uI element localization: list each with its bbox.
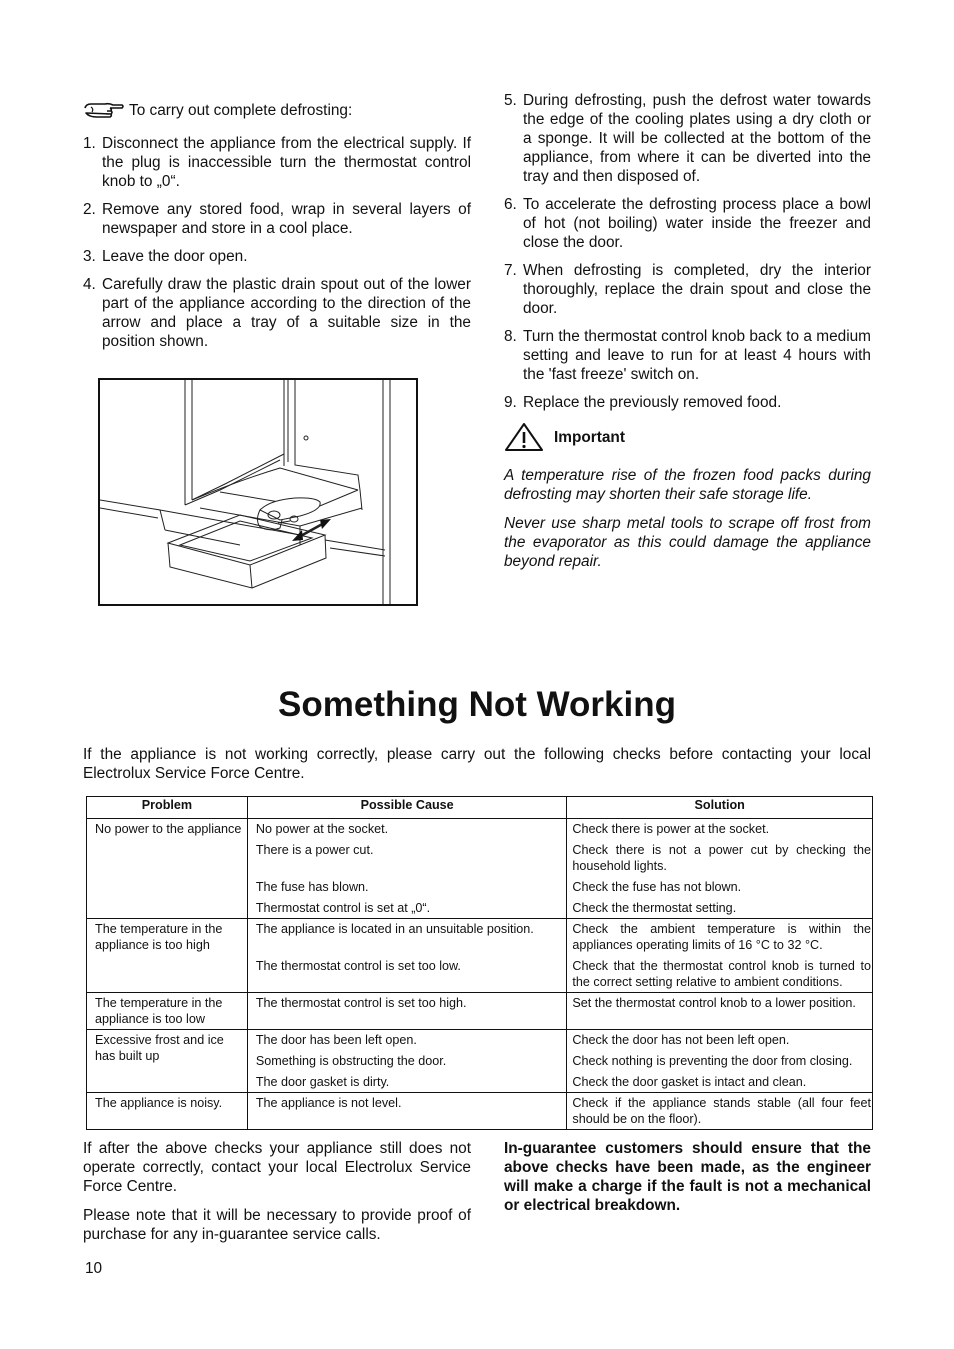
cause-cell bbox=[247, 1093, 567, 1130]
cause-cell bbox=[247, 1030, 567, 1093]
problem-cell: The appliance is noisy. bbox=[87, 1093, 248, 1130]
defrost-steps-left bbox=[83, 134, 471, 351]
cause-cell bbox=[247, 819, 567, 919]
troubleshooting-intro: If the appliance is not working correctly, please carry out the following checks before contacting your local Electrolux Service Force Centre. bbox=[83, 746, 871, 782]
section-title: Something Not Working bbox=[278, 685, 676, 724]
warning-sharp-tools: Never use sharp metal tools to scrape off frost from the evaporator as this could damage the appliance beyond repair. bbox=[504, 515, 871, 570]
solution-line: Check the door has not been left open. bbox=[572, 1033, 790, 1047]
solution-cell bbox=[567, 1093, 873, 1130]
defrost-intro-text: To carry out complete defrosting: bbox=[129, 101, 353, 119]
solution-cell bbox=[567, 1030, 873, 1093]
after-checks-text: If after the above checks your appliance still does not operate correctly, contact your local Electrolux Service Force Centre. bbox=[83, 1140, 471, 1195]
guarantee-note: In-guarantee customers should ensure that the above checks have been made, as the engineer will make a charge if the fault is not a mechanical or electrical breakdown. bbox=[504, 1140, 871, 1214]
list-item: 7. When defrosting is completed, dry the interior thoroughly, replace the drain spout and close the door. bbox=[504, 262, 871, 317]
solution-line: Check nothing is preventing the door from closing. bbox=[572, 1054, 853, 1068]
list-item: 6. To accelerate the defrosting process place a bowl of hot (not boiling) water inside the freezer and close the door. bbox=[504, 196, 871, 251]
cause-line: The door has been left open. bbox=[255, 1033, 417, 1047]
cause-line: Something is obstructing the door. bbox=[255, 1054, 447, 1068]
cause-line: The fuse has blown. bbox=[255, 880, 369, 894]
list-item: 8. Turn the thermostat control knob back to a medium setting and leave to run for at least 4 hours with the 'fast freeze' switch on. bbox=[504, 328, 871, 383]
defrost-left-column bbox=[83, 100, 471, 360]
list-item: 9. Replace the previously removed food. bbox=[504, 394, 782, 411]
solution-cell bbox=[567, 919, 873, 993]
cause-cell bbox=[247, 993, 567, 1030]
contact-notes bbox=[83, 1139, 471, 1254]
problem-cell: The temperature in the appliance is too low bbox=[87, 993, 248, 1030]
solution-line: Check the door gasket is intact and clean. bbox=[572, 1075, 807, 1089]
troubleshooting-table bbox=[86, 796, 873, 1130]
freezer-drain-drawing bbox=[100, 380, 416, 604]
column-header-cause: Possible Cause bbox=[247, 797, 567, 819]
cause-line: There is a power cut. bbox=[255, 843, 374, 857]
solution-cell bbox=[567, 993, 873, 1030]
proof-of-purchase-text: Please note that it will be necessary to provide proof of purchase for any in-guarantee service calls. bbox=[83, 1207, 471, 1243]
problem-cell: No power to the appliance bbox=[87, 819, 248, 919]
cause-line: The appliance is located in an unsuitable position. bbox=[255, 922, 534, 936]
important-heading bbox=[504, 422, 871, 452]
column-header-solution: Solution bbox=[567, 797, 873, 819]
solution-line: Check the ambient temperature is within the appliances operating limits of 16 °C to 32 °C. bbox=[572, 922, 871, 952]
cause-line: The thermostat control is set too low. bbox=[255, 959, 461, 973]
cause-line: The door gasket is dirty. bbox=[255, 1075, 390, 1089]
solution-cell bbox=[567, 819, 873, 919]
solution-line: Check there is not a power cut by checking the household lights. bbox=[572, 843, 871, 873]
solution-line: Set the thermostat control knob to a lower position. bbox=[572, 996, 856, 1010]
table-row bbox=[87, 819, 873, 919]
cause-line: No power at the socket. bbox=[255, 822, 389, 836]
important-label: Important bbox=[554, 428, 625, 446]
solution-line: Check that the thermostat control knob is turned to the correct setting relative to ambient conditions. bbox=[572, 959, 871, 989]
table-row bbox=[87, 993, 873, 1030]
table-row bbox=[87, 1093, 873, 1130]
list-item: 4. Carefully draw the plastic drain spout out of the lower part of the appliance according to the direction of the arrow and place a tray of a suitable size in the position shown. bbox=[83, 276, 471, 350]
solution-line: Check there is power at the socket. bbox=[572, 822, 770, 836]
defrost-steps-right bbox=[504, 91, 871, 412]
problem-cell: The temperature in the appliance is too high bbox=[87, 919, 248, 993]
warning-triangle-icon bbox=[504, 422, 544, 452]
warning-storage-life: A temperature rise of the frozen food packs during defrosting may shorten their safe storage life. bbox=[504, 467, 871, 503]
defrost-intro bbox=[83, 100, 471, 120]
pointing-hand-icon bbox=[83, 100, 125, 120]
solution-line: Check the thermostat setting. bbox=[572, 901, 737, 915]
cause-line: The thermostat control is set too high. bbox=[255, 996, 467, 1010]
solution-line: Check if the appliance stands stable (all four feet should be on the floor). bbox=[572, 1096, 871, 1126]
solution-line: Check the fuse has not blown. bbox=[572, 880, 742, 894]
list-item: 5. During defrosting, push the defrost water towards the edge of the cooling plates using a dry cloth or a sponge. It will be collected at the bottom of the appliance, from where it can be diverted into the tray and then disposed of. bbox=[504, 92, 871, 185]
cause-line: The appliance is not level. bbox=[255, 1096, 402, 1110]
cause-cell bbox=[247, 919, 567, 993]
table-row bbox=[87, 1030, 873, 1093]
list-item: 2. Remove any stored food, wrap in several layers of newspaper and store in a cool place. bbox=[83, 201, 471, 237]
problem-cell: Excessive frost and ice has built up bbox=[87, 1030, 248, 1093]
column-header-problem: Problem bbox=[87, 797, 248, 819]
page-number: 10 bbox=[85, 1260, 103, 1277]
list-item: 1. Disconnect the appliance from the electrical supply. If the plug is inaccessible turn the thermostat control knob to „0“. bbox=[83, 135, 471, 190]
cause-line: Thermostat control is set at „0“. bbox=[255, 901, 431, 915]
list-item: 3. Leave the door open. bbox=[83, 248, 248, 265]
defrost-illustration bbox=[98, 378, 418, 606]
table-header-row bbox=[87, 797, 873, 819]
defrost-right-column bbox=[504, 91, 871, 581]
table-row bbox=[87, 919, 873, 993]
